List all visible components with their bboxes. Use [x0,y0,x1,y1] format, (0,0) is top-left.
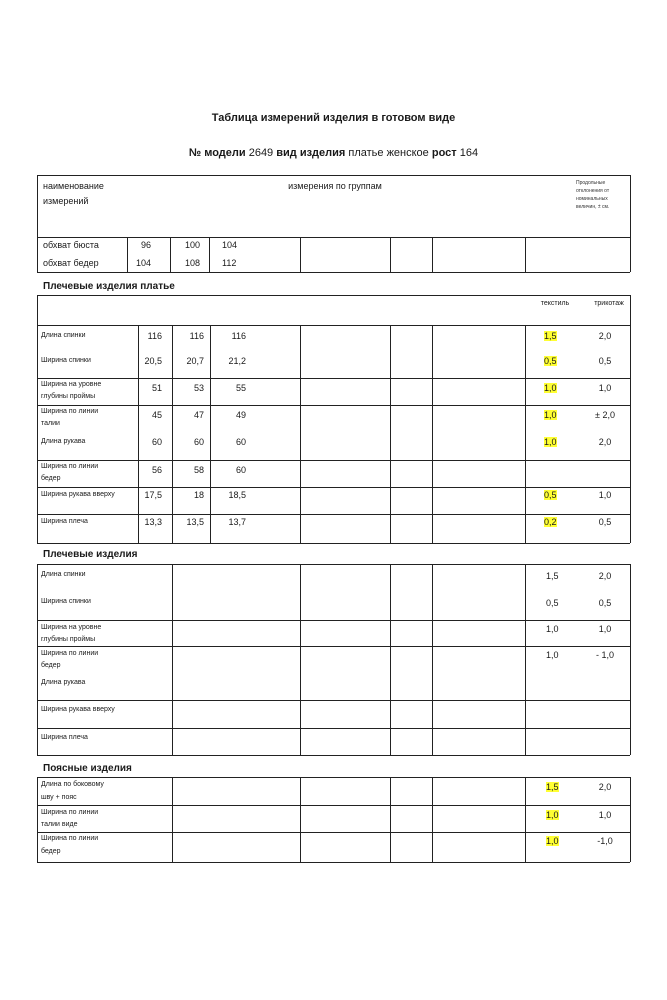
row-name: Длина спинки [41,332,86,339]
table-rule [37,378,630,379]
row-name: Ширина рукава вверху [41,491,115,498]
knit-tolerance: -1,0 [597,836,613,846]
table-rule [37,295,38,543]
textile-tolerance: 1,0 [544,383,557,393]
textile-tolerance: 1,0 [546,624,559,634]
section-title: Плечевые изделия [43,549,138,560]
table-rule [37,728,630,729]
row-name: бедер [41,475,61,482]
tolerance-column-header: Продольные отклонения от номинальных величин, ± см. [576,180,610,210]
table-rule [37,272,630,273]
cell-value: 20,5 [144,356,162,366]
table-rule [37,700,630,701]
table-rule [37,777,630,778]
textile-tolerance: 1,0 [546,810,559,820]
table-rule [37,175,630,176]
table-rule [37,862,630,863]
kind-value: платье женское [348,147,429,159]
cell-value: 58 [193,465,204,475]
table-rule [37,620,630,621]
row-name: глубины проймы [41,393,96,400]
cell-value: 13,3 [144,517,162,527]
table-rule [37,295,630,296]
name-column-header: измерений [43,196,89,206]
table-rule [630,295,631,543]
table-rule [630,175,631,272]
size-label: обхват бедер [43,258,99,268]
groups-column-header: измерения по группам [288,181,382,191]
page-title: Таблица измерений изделия в готовом виде [211,112,456,124]
table-rule [37,175,38,272]
table-rule [525,325,526,543]
table-rule [37,514,630,515]
table-rule [172,564,173,755]
textile-tolerance: 1,5 [546,571,559,581]
table-rule [37,405,630,406]
row-name: Длина по боковому [41,781,104,788]
row-name: бедер [41,848,61,855]
cell-value: 60 [235,465,246,475]
table-rule [37,777,38,862]
cell-value: 60 [151,437,162,447]
cell-value: 51 [151,383,162,393]
row-name: Ширина спинки [41,598,91,605]
table-rule [432,777,433,862]
table-rule [37,832,630,833]
table-rule [37,325,630,326]
knit-tolerance: 1,0 [598,490,612,500]
table-rule [630,777,631,862]
cell-value: 13,5 [186,517,204,527]
row-name: Ширина по линии [41,408,99,415]
textile-tolerance: 1,5 [546,782,559,792]
row-name: Ширина рукава вверху [41,706,115,713]
table-rule [209,237,210,272]
model-value: 2649 [248,147,274,159]
row-name: Длина рукава [41,438,86,445]
row-name: Ширина плеча [41,734,88,741]
cell-value: 116 [231,331,246,341]
size-label: обхват бюста [43,240,99,250]
table-rule [300,564,301,755]
cell-value: 53 [193,383,204,393]
knit-tolerance: 2,0 [598,331,612,341]
knit-tolerance: 2,0 [598,437,612,447]
row-name: Длина рукава [41,679,86,686]
knit-tolerance: 0,5 [598,356,612,366]
table-rule [37,237,630,238]
table-rule [432,564,433,755]
knit-tolerance: 2,0 [598,571,612,581]
cell-value: 60 [235,437,246,447]
textile-tolerance: 0,5 [546,598,559,608]
row-name: Ширина по линии [41,650,99,657]
height-value: 164 [459,147,479,159]
row-name: Ширина на уровне [41,624,102,631]
table-rule [37,564,38,755]
table-rule [37,564,630,565]
knit-tolerance: 2,0 [598,782,612,792]
kind-label: вид изделия [276,147,346,159]
size-value: 108 [184,258,200,268]
row-name: талии виде [41,821,78,828]
textile-tolerance: 1,0 [546,836,559,846]
knit-tolerance: 1,0 [598,810,612,820]
knit-tolerance: - 1,0 [595,650,614,660]
size-value: 104 [222,240,238,250]
table-rule [525,777,526,862]
knit-tolerance: 0,5 [598,598,612,608]
row-name: Длина спинки [41,571,86,578]
size-value: 100 [184,240,200,250]
row-name: Ширина спинки [41,357,91,364]
table-rule [37,460,630,461]
row-name: Ширина по линии [41,463,99,470]
table-rule [432,325,433,543]
cell-value: 20,7 [186,356,204,366]
table-rule [432,237,433,272]
table-rule [37,543,630,544]
textile-tolerance: 0,2 [544,517,557,527]
table-rule [37,755,630,756]
table-rule [390,777,391,862]
cell-value: 45 [151,410,162,420]
cell-value: 18 [193,490,204,500]
table-rule [300,777,301,862]
table-rule [390,237,391,272]
textile-tolerance: 1,0 [546,650,559,660]
knit-tolerance: ± 2,0 [595,410,615,420]
model-label: № модели [188,147,246,159]
table-rule [37,805,630,806]
size-value: 112 [222,258,237,268]
cell-value: 21,2 [228,356,246,366]
height-label: рост [431,147,457,159]
size-value: 96 [140,240,151,250]
row-name: талии [41,420,60,427]
cell-value: 47 [193,410,204,420]
table-rule [300,237,301,272]
cell-value: 17,5 [144,490,162,500]
textile-tolerance: 1,5 [544,331,557,341]
textile-tolerance: 0,5 [544,356,557,366]
cell-value: 56 [151,465,162,475]
page-subtitle [0,147,667,159]
table-rule [300,325,301,543]
table-rule [172,777,173,862]
row-name: шву + пояс [41,794,77,801]
textile-tolerance: 1,0 [544,410,557,420]
row-name: бедер [41,662,61,669]
cell-value: 55 [235,383,246,393]
textile-tolerance: 0,5 [544,490,557,500]
table-rule [525,237,526,272]
table-rule [390,325,391,543]
table-rule [37,487,630,488]
cell-value: 49 [235,410,246,420]
size-value: 104 [135,258,151,268]
column-header-textile: текстиль [540,300,570,307]
cell-value: 116 [147,331,162,341]
cell-value: 13,7 [228,517,246,527]
table-rule [37,646,630,647]
name-column-header: наименование [43,181,104,191]
textile-tolerance: 1,0 [544,437,557,447]
row-name: Ширина по линии [41,809,99,816]
cell-value: 60 [193,437,204,447]
knit-tolerance: 1,0 [598,383,612,393]
row-name: Ширина на уровне [41,381,102,388]
knit-tolerance: 1,0 [598,624,612,634]
section-title: Поясные изделия [43,763,132,774]
table-rule [390,564,391,755]
column-header-knit: трикотаж [594,300,624,307]
cell-value: 116 [189,331,204,341]
row-name: глубины проймы [41,636,96,643]
table-rule [630,564,631,755]
row-name: Ширина по линии [41,835,99,842]
cell-value: 18,5 [228,490,246,500]
table-rule [525,564,526,755]
knit-tolerance: 0,5 [598,517,612,527]
section-title: Плечевые изделия платье [43,281,175,292]
row-name: Ширина плеча [41,518,88,525]
